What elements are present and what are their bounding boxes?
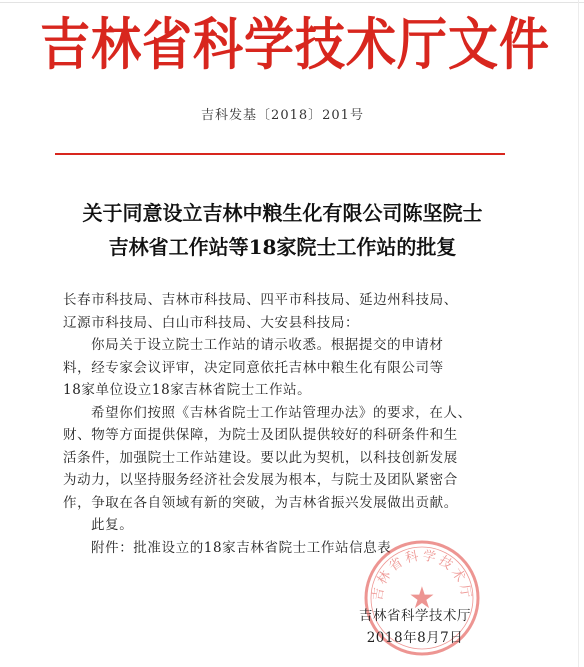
issue-date: 2018年8月7日 bbox=[366, 630, 464, 646]
paragraph-1-line-2: 料，经专家会议评审，决定同意依托吉林中粮生化有限公司等 bbox=[63, 359, 444, 376]
document-title-line-2: 吉林省工作站等18家院士工作站的批复 bbox=[108, 235, 457, 259]
issuer-name: 吉林省科学技术厅 bbox=[359, 608, 471, 624]
seal-ring-text: 吉林省科学技术厅 bbox=[370, 548, 474, 602]
document-title-line-1: 关于同意设立吉林中粮生化有限公司陈坚院士 bbox=[82, 201, 483, 225]
paragraph-2-line-4: 为动力，以坚持服务经济社会发展为根本，与院士及团队紧密合 bbox=[63, 472, 458, 488]
top-border-line bbox=[0, 2, 584, 3]
recipients-line-1: 长春市科技局、吉林市科技局、四平市科技局、延边州科技局、 bbox=[63, 292, 458, 308]
paragraph-2-line-1: 希望你们按照《吉林省院士工作站管理办法》的要求，在人、 bbox=[91, 404, 472, 421]
signature-block bbox=[340, 605, 490, 649]
red-divider-line bbox=[55, 153, 505, 155]
document-body bbox=[63, 289, 513, 559]
document-title bbox=[0, 196, 565, 264]
recipients-line-2: 辽源市科技局、白山市科技局、大安县科技局： bbox=[63, 314, 360, 331]
paragraph-2-line-5: 作，争取在各自领域有新的突破，为吉林省振兴发展做出贡献。 bbox=[63, 494, 458, 511]
right-border-line bbox=[578, 0, 579, 667]
attachment-note: 附件：批准设立的18家吉林省院士工作站信息表 bbox=[91, 539, 392, 556]
paragraph-2-line-2: 财、物等方面提供保障，为院士及团队提供较好的科研条件和生 bbox=[63, 427, 458, 443]
reply-closing: 此复。 bbox=[91, 517, 134, 533]
document-number: 吉科发基〔2018〕201号 bbox=[201, 108, 364, 123]
paragraph-1-line-1: 你局关于设立院士工作站的请示收悉。根据提交的申请材 bbox=[91, 337, 444, 353]
paragraph-2-line-3: 活条件，加强院士工作站建设。要以此为契机，以科技创新发展 bbox=[63, 449, 458, 466]
seal-star-icon: ★ bbox=[408, 581, 436, 616]
issuing-authority-header: 吉林省科学技术厅文件 bbox=[40, 12, 550, 78]
paragraph-1-line-3: 18家单位设立18家吉林省院士工作站。 bbox=[63, 382, 312, 398]
